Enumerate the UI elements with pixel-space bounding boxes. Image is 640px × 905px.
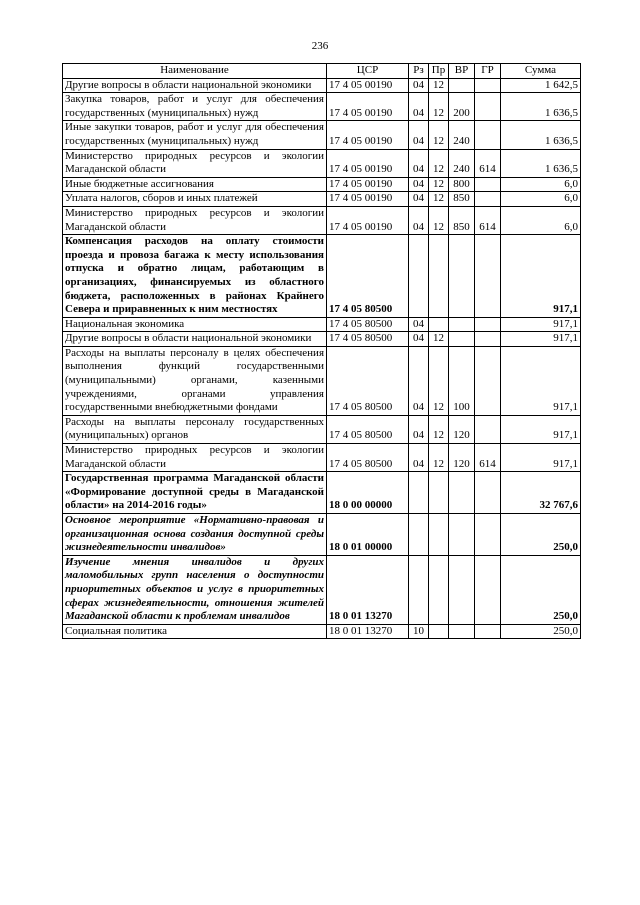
row-csr: 17 4 05 80500 (327, 332, 409, 347)
row-name: Основное мероприятие «Нормативно-правовая и организационная основа создания доступной среды жизнедеятельности инвалидов» (63, 514, 327, 556)
table-row (63, 317, 581, 332)
row-gr (475, 78, 501, 93)
row-name: Изучение мнения инвалидов и других маломобильных групп населения о доступности приоритетных объектов и услуг в приоритетных сферах жизнедеятельности, отношения жителей Магаданской области к проблемам инвалидов (63, 555, 327, 624)
row-vr: 850 (449, 192, 475, 207)
row-name: Расходы на выплаты персоналу в целях обеспечения выполнения функций государственными (муниципальными) органами, казенными учреждениями, органами управления государственными внебюджетными фондами (63, 346, 327, 415)
row-gr (475, 624, 501, 639)
row-rz (409, 472, 429, 514)
row-vr (449, 332, 475, 347)
row-pr: 12 (429, 332, 449, 347)
row-name: Иные бюджетные ассигнования (63, 177, 327, 192)
table-row (63, 206, 581, 234)
row-csr: 17 4 05 00190 (327, 78, 409, 93)
row-sum: 917,1 (501, 235, 581, 318)
table-row (63, 555, 581, 624)
row-rz: 04 (409, 93, 429, 121)
row-sum: 6,0 (501, 192, 581, 207)
row-sum: 1 642,5 (501, 78, 581, 93)
row-rz: 04 (409, 444, 429, 472)
row-sum: 6,0 (501, 206, 581, 234)
row-rz: 04 (409, 149, 429, 177)
header-rz: Рз (409, 64, 429, 79)
row-vr (449, 235, 475, 318)
row-vr (449, 514, 475, 556)
row-pr: 12 (429, 177, 449, 192)
row-gr (475, 317, 501, 332)
table-row (63, 121, 581, 149)
row-gr: 614 (475, 206, 501, 234)
table-row (63, 177, 581, 192)
row-csr: 17 4 05 00190 (327, 206, 409, 234)
row-rz (409, 514, 429, 556)
row-pr: 12 (429, 78, 449, 93)
table-header-row (63, 64, 581, 79)
header-pr: Пр (429, 64, 449, 79)
row-vr: 240 (449, 149, 475, 177)
row-pr (429, 514, 449, 556)
row-vr (449, 624, 475, 639)
table-row (63, 235, 581, 318)
row-gr (475, 555, 501, 624)
row-rz: 04 (409, 78, 429, 93)
row-csr: 17 4 05 80500 (327, 444, 409, 472)
row-rz: 04 (409, 346, 429, 415)
table-row (63, 514, 581, 556)
row-vr: 240 (449, 121, 475, 149)
row-sum: 250,0 (501, 624, 581, 639)
row-name: Министерство природных ресурсов и экологии Магаданской области (63, 149, 327, 177)
row-name: Национальная экономика (63, 317, 327, 332)
row-pr: 12 (429, 206, 449, 234)
row-sum: 1 636,5 (501, 93, 581, 121)
row-pr (429, 472, 449, 514)
page-number: 236 (311, 40, 329, 52)
row-rz: 04 (409, 121, 429, 149)
row-name: Министерство природных ресурсов и экологии Магаданской области (63, 444, 327, 472)
table-row (63, 332, 581, 347)
header-sum: Сумма (501, 64, 581, 79)
row-csr: 18 0 01 13270 (327, 624, 409, 639)
row-gr (475, 177, 501, 192)
table-row (63, 624, 581, 639)
row-pr (429, 317, 449, 332)
header-name: Наименование (63, 64, 327, 79)
row-name: Расходы на выплаты персоналу государственных (муниципальных) органов (63, 415, 327, 443)
header-gr: ГР (475, 64, 501, 79)
row-gr (475, 346, 501, 415)
row-vr: 120 (449, 415, 475, 443)
row-gr (475, 415, 501, 443)
row-vr (449, 317, 475, 332)
row-csr: 17 4 05 00190 (327, 192, 409, 207)
row-sum: 917,1 (501, 444, 581, 472)
row-pr: 12 (429, 415, 449, 443)
table-row (63, 472, 581, 514)
table-row (63, 346, 581, 415)
row-pr: 12 (429, 444, 449, 472)
row-csr: 18 0 00 00000 (327, 472, 409, 514)
row-vr: 200 (449, 93, 475, 121)
row-csr: 17 4 05 00190 (327, 121, 409, 149)
row-pr (429, 624, 449, 639)
row-csr: 17 4 05 80500 (327, 346, 409, 415)
row-gr (475, 235, 501, 318)
row-csr: 17 4 05 00190 (327, 93, 409, 121)
row-gr (475, 332, 501, 347)
row-sum: 917,1 (501, 332, 581, 347)
row-sum: 32 767,6 (501, 472, 581, 514)
row-name: Компенсация расходов на оплату стоимости проезда и провоза багажа к месту использования отпуска и обратно лицам, работающим в организациях, финансируемых из областного бюджета, расположенных в районах Крайнего Севера и приравненных к ним местностях (63, 235, 327, 318)
row-vr (449, 555, 475, 624)
row-gr: 614 (475, 444, 501, 472)
row-csr: 18 0 01 00000 (327, 514, 409, 556)
row-gr (475, 514, 501, 556)
row-rz: 04 (409, 206, 429, 234)
row-csr: 17 4 05 80500 (327, 415, 409, 443)
row-pr: 12 (429, 346, 449, 415)
row-sum: 917,1 (501, 346, 581, 415)
row-name: Государственная программа Магаданской области «Формирование доступной среды в Магаданской области» на 2014-2016 годы» (63, 472, 327, 514)
table-row (63, 93, 581, 121)
row-gr (475, 121, 501, 149)
row-gr (475, 472, 501, 514)
row-name: Другие вопросы в области национальной экономики (63, 78, 327, 93)
row-vr: 120 (449, 444, 475, 472)
row-pr: 12 (429, 149, 449, 177)
row-sum: 1 636,5 (501, 149, 581, 177)
row-rz: 04 (409, 415, 429, 443)
row-name: Закупка товаров, работ и услуг для обеспечения государственных (муниципальных) нужд (63, 93, 327, 121)
row-csr: 17 4 05 00190 (327, 149, 409, 177)
row-sum: 1 636,5 (501, 121, 581, 149)
row-name: Другие вопросы в области национальной экономики (63, 332, 327, 347)
row-name: Уплата налогов, сборов и иных платежей (63, 192, 327, 207)
row-sum: 6,0 (501, 177, 581, 192)
row-sum: 917,1 (501, 415, 581, 443)
header-csr: ЦСР (327, 64, 409, 79)
row-sum: 917,1 (501, 317, 581, 332)
row-csr: 17 4 05 80500 (327, 317, 409, 332)
row-sum: 250,0 (501, 555, 581, 624)
row-csr: 17 4 05 80500 (327, 235, 409, 318)
row-csr: 18 0 01 13270 (327, 555, 409, 624)
budget-table (62, 63, 581, 639)
row-rz: 04 (409, 192, 429, 207)
row-csr: 17 4 05 00190 (327, 177, 409, 192)
row-vr: 800 (449, 177, 475, 192)
row-gr (475, 192, 501, 207)
row-rz: 04 (409, 317, 429, 332)
row-rz: 04 (409, 332, 429, 347)
row-pr: 12 (429, 93, 449, 121)
row-vr (449, 78, 475, 93)
table-row (63, 149, 581, 177)
table-row (63, 78, 581, 93)
row-pr: 12 (429, 121, 449, 149)
table-row (63, 415, 581, 443)
row-name: Министерство природных ресурсов и экологии Магаданской области (63, 206, 327, 234)
row-vr: 850 (449, 206, 475, 234)
row-pr (429, 235, 449, 318)
row-rz: 04 (409, 177, 429, 192)
row-pr (429, 555, 449, 624)
row-gr (475, 93, 501, 121)
table-row (63, 444, 581, 472)
row-rz (409, 555, 429, 624)
table-row (63, 192, 581, 207)
row-pr: 12 (429, 192, 449, 207)
row-name: Иные закупки товаров, работ и услуг для обеспечения государственных (муниципальных) нужд (63, 121, 327, 149)
row-rz: 10 (409, 624, 429, 639)
row-vr: 100 (449, 346, 475, 415)
header-vr: ВР (449, 64, 475, 79)
row-rz (409, 235, 429, 318)
row-sum: 250,0 (501, 514, 581, 556)
row-name: Социальная политика (63, 624, 327, 639)
row-gr: 614 (475, 149, 501, 177)
row-vr (449, 472, 475, 514)
